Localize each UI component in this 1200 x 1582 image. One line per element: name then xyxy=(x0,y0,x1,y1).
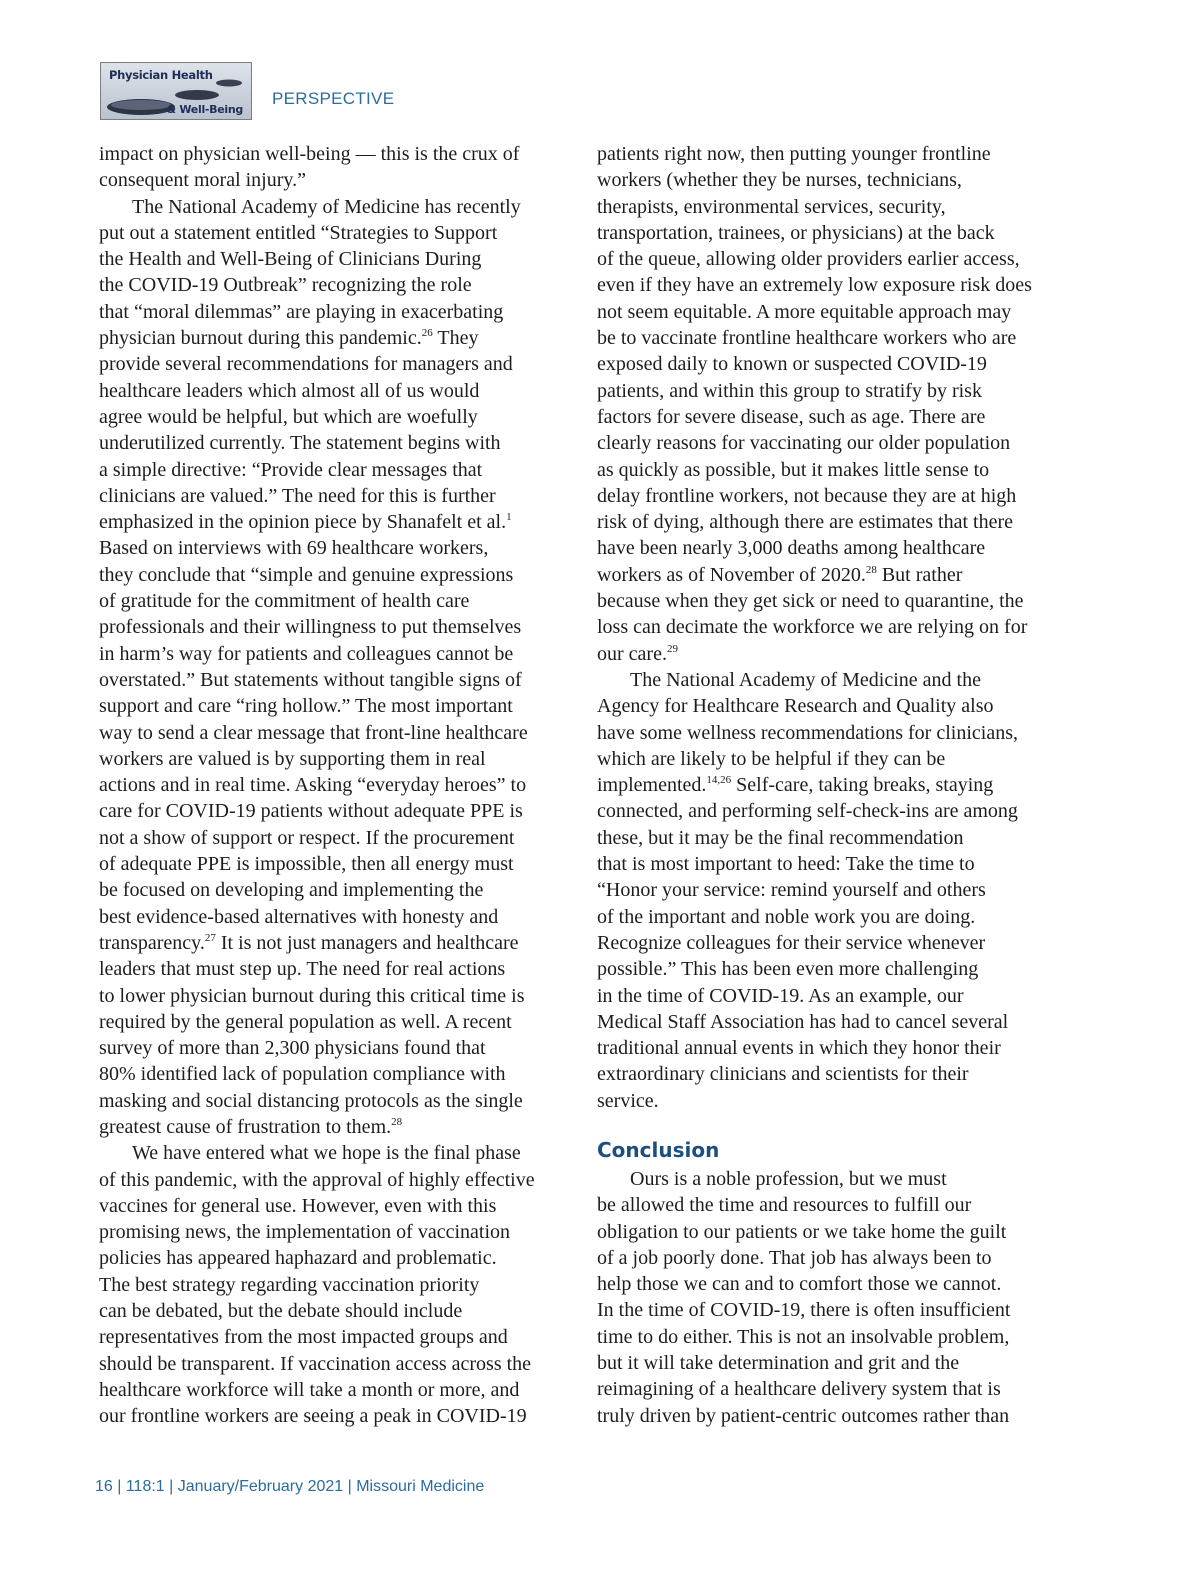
text-line: actions and in real time. Asking “everyday heroes” to xyxy=(99,774,527,797)
text-line: be focused on developing and implementing the xyxy=(99,879,484,902)
logo-title-line2: & Well-Being xyxy=(166,103,243,116)
text-line: even if they have an extremely low exposure risk does xyxy=(597,274,1032,297)
text-line: Medical Staff Association has had to cancel several xyxy=(597,1010,1009,1033)
right-column xyxy=(597,141,1057,1429)
text-line: The National Academy of Medicine has recently xyxy=(132,195,521,218)
text-line: vaccines for general use. However, even with this xyxy=(99,1194,497,1217)
text-line: clinicians are valued.” The need for this is further xyxy=(99,484,496,507)
text-line: of gratitude for the commitment of health care xyxy=(99,590,470,613)
journal-logo xyxy=(100,62,252,120)
text-line: as quickly as possible, but it makes little sense to xyxy=(597,458,990,481)
text-line: reimagining of a healthcare delivery system that is xyxy=(597,1378,1001,1401)
text-line: professionals and their willingness to put themselves xyxy=(99,616,522,639)
text-line: policies has appeared haphazard and problematic. xyxy=(99,1247,497,1270)
text-line: patients, and within this group to stratify by risk xyxy=(597,379,982,402)
section-label: PERSPECTIVE xyxy=(272,89,395,108)
text-line: our frontline workers are seeing a peak in COVID-19 xyxy=(99,1405,527,1428)
text-line: traditional annual events in which they honor their xyxy=(597,1037,1001,1060)
text-line: risk of dying, although there are estimates that there xyxy=(597,511,1013,534)
text-line: possible.” This has been even more challenging xyxy=(597,958,979,981)
text-line: have some wellness recommendations for clinicians, xyxy=(597,721,1018,744)
text-line: service. xyxy=(597,1089,659,1112)
text-line: that “moral dilemmas” are playing in exacerbating xyxy=(99,300,504,323)
text-line: The National Academy of Medicine and the xyxy=(630,668,981,691)
text-line: these, but it may be the final recommendation xyxy=(597,826,964,849)
text-line: which are likely to be helpful if they can be xyxy=(597,747,946,770)
text-line: greatest cause of frustration to them.$^{28}$ xyxy=(99,1115,403,1138)
text-line: delay frontline workers, not because they are at high xyxy=(597,484,1017,507)
text-line: our care.$^{29}$ xyxy=(597,642,678,665)
text-line: a simple directive: “Provide clear messages that xyxy=(99,458,483,481)
text-line: of the important and noble work you are doing. xyxy=(597,905,976,928)
text-line: “Honor your service: remind yourself and others xyxy=(597,879,986,902)
text-line: provide several recommendations for managers and xyxy=(99,353,513,376)
text-line: can be debated, but the debate should include xyxy=(99,1300,463,1323)
text-line: consequent moral injury.” xyxy=(99,169,306,192)
text-line: of adequate PPE is impossible, then all energy must xyxy=(99,853,514,876)
text-line: We have entered what we hope is the final phase xyxy=(132,1142,521,1165)
left-column xyxy=(99,141,569,1430)
text-line: transportation, trainees, or physicians) at the back xyxy=(597,221,995,244)
text-line: survey of more than 2,300 physicians found that xyxy=(99,1037,486,1060)
text-line: clearly reasons for vaccinating our older population xyxy=(597,432,1011,455)
page-footer: 16 | 118:1 | January/February 2021 | Missouri Medicine xyxy=(95,1478,485,1495)
text-line: not a show of support or respect. If the procurement xyxy=(99,826,515,849)
text-line: time to do either. This is not an insolvable problem, xyxy=(597,1325,1010,1348)
citation-ref: 26 xyxy=(421,327,433,340)
text-line: because when they get sick or need to quarantine, the xyxy=(597,590,1024,613)
text-line: connected, and performing self-check-ins are among xyxy=(597,800,1018,823)
text-line: the Health and Well-Being of Clinicians During xyxy=(99,248,482,271)
text-line: truly driven by patient-centric outcomes rather than xyxy=(597,1404,1010,1427)
text-line: exposed daily to known or suspected COVID-19 xyxy=(597,353,987,376)
text-line: In the time of COVID-19, there is often insufficient xyxy=(597,1299,1011,1322)
text-line: The best strategy regarding vaccination priority xyxy=(99,1273,480,1296)
text-line: have been nearly 3,000 deaths among healthcare xyxy=(597,537,986,560)
text-line: the COVID-19 Outbreak” recognizing the role xyxy=(99,274,472,297)
citation-ref: 27 xyxy=(204,931,216,944)
text-line: Recognize colleagues for their service whenever xyxy=(597,931,986,954)
text-line: underutilized currently. The statement begins with xyxy=(99,432,501,455)
text-line: transparency.$^{27}$ It is not just managers and healthcare xyxy=(99,931,519,954)
citation-ref: 28 xyxy=(391,1115,403,1128)
text-line: Ours is a noble profession, but we must xyxy=(630,1167,947,1190)
text-line: Based on interviews with 69 healthcare workers, xyxy=(99,537,489,560)
text-line: loss can decimate the workforce we are relying on for xyxy=(597,616,1028,639)
text-line: patients right now, then putting younger frontline xyxy=(597,143,991,165)
text-line: put out a statement entitled “Strategies to Support xyxy=(99,221,498,244)
logo-title-line1: Physician Health xyxy=(109,68,213,82)
text-line: overstated.” But statements without tangible signs of xyxy=(99,668,522,691)
text-line: in the time of COVID-19. As an example, our xyxy=(597,984,964,1007)
text-line: way to send a clear message that front-line healthcare xyxy=(99,721,528,744)
text-line: 80% identified lack of population compliance with xyxy=(99,1063,506,1086)
text-line: implemented.$^{14,26}$ Self-care, taking breaks, staying xyxy=(597,774,994,797)
text-line: representatives from the most impacted groups and xyxy=(99,1326,508,1349)
text-line: Agency for Healthcare Research and Quality also xyxy=(597,695,994,718)
text-line: be to vaccinate frontline healthcare workers who are xyxy=(597,327,1017,350)
text-line: to lower physician burnout during this critical time is xyxy=(99,984,525,1007)
text-line: not seem equitable. A more equitable approach may xyxy=(597,300,1012,323)
text-line: be allowed the time and resources to fulfill our xyxy=(597,1194,972,1217)
text-line: support and care “ring hollow.” The most important xyxy=(99,695,513,718)
text-line: agree would be helpful, but which are woefully xyxy=(99,405,478,428)
text-line: promising news, the implementation of vaccination xyxy=(99,1221,511,1244)
section-heading-conclusion: Conclusion xyxy=(597,1137,720,1162)
citation-ref: 28 xyxy=(865,563,877,576)
text-line: physician burnout during this pandemic.$^{26}$ They xyxy=(99,327,479,350)
citation-ref: 1 xyxy=(506,511,512,524)
text-line: help those we can and to comfort those we cannot. xyxy=(597,1273,1002,1296)
text-line: of a job poorly done. That job has always been to xyxy=(597,1246,992,1269)
text-line: masking and social distancing protocols as the single xyxy=(99,1089,523,1112)
text-line: that is most important to heed: Take the time to xyxy=(597,853,975,876)
text-line: care for COVID-19 patients without adequate PPE is xyxy=(99,800,523,823)
text-line: in harm’s way for patients and colleagues cannot be xyxy=(99,642,514,665)
text-line: therapists, environmental services, security, xyxy=(597,195,946,218)
text-line: but it will take determination and grit and the xyxy=(597,1352,960,1375)
text-line: healthcare leaders which almost all of us would xyxy=(99,379,480,402)
text-line: leaders that must step up. The need for real actions xyxy=(99,958,506,981)
text-line: extraordinary clinicians and scientists for their xyxy=(597,1063,969,1086)
text-line: they conclude that “simple and genuine expressions xyxy=(99,563,514,586)
text-line: workers are valued is by supporting them in real xyxy=(99,747,486,770)
text-line: of the queue, allowing older providers earlier access, xyxy=(597,248,1020,271)
text-line: factors for severe disease, such as age. There are xyxy=(597,405,986,428)
citation-ref: 29 xyxy=(666,642,678,655)
text-line: obligation to our patients or we take home the guilt xyxy=(597,1220,1007,1243)
text-line: emphasized in the opinion piece by Shanafelt et al.$^1$ xyxy=(99,511,512,534)
text-line: required by the general population as well. A recent xyxy=(99,1010,512,1033)
text-line: of this pandemic, with the approval of highly effective xyxy=(99,1168,535,1191)
text-line: healthcare workforce will take a month or more, and xyxy=(99,1378,520,1401)
text-line: should be transparent. If vaccination access across the xyxy=(99,1352,532,1375)
text-line: workers (whether they be nurses, technicians, xyxy=(597,169,962,192)
text-line: workers as of November of 2020.28 But rather xyxy=(597,563,963,586)
text-line: impact on physician well-being — this is the crux of xyxy=(99,143,520,165)
section-gap xyxy=(597,1114,1057,1134)
text-line: best evidence-based alternatives with honesty and xyxy=(99,905,499,928)
citation-ref: 14,26 xyxy=(706,774,732,787)
